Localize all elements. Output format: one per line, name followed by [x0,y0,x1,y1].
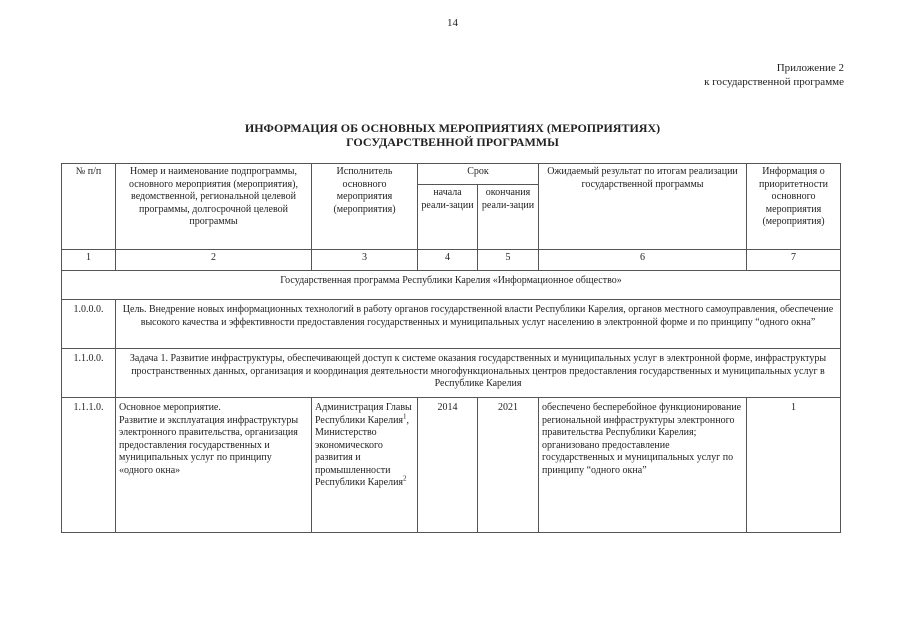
header-name: Номер и наименование подпрограммы, основного мероприятия (мероприятия), ведомственной, региональной целевой программы, долгосрочной целевой программы [116,164,312,250]
footnote-ref-1: 1 [403,412,407,421]
task-row [62,349,841,398]
column-number-row [62,250,841,271]
header-executor: Исполнитель основного мероприятия (мероприятия) [312,164,418,250]
col-num-7: 7 [747,250,841,271]
header-row [62,164,841,185]
col-num-6: 6 [539,250,747,271]
activities-table [61,163,841,533]
appendix-line-2: к государственной программе [704,76,844,88]
header-end: окончания реали-зации [478,185,539,250]
header-num: № п/п [62,164,116,250]
program-title: Государственная программа Республики Карелия «Информационное общество» [62,271,841,300]
col-num-5: 5 [478,250,539,271]
activity-result: обеспечено бесперебойное функционирование региональной инфраструктуры электронного правительства Республики Карелия; организовано предоставление государственных и муниципальных услуг по принципу “одного окна” [539,398,747,533]
col-num-3: 3 [312,250,418,271]
title-line-1: ИНФОРМАЦИЯ ОБ ОСНОВНЫХ МЕРОПРИЯТИЯХ (МЕРОПРИЯТИЯХ) [244,121,661,135]
header-term: Срок [418,164,539,185]
activity-row [62,398,841,533]
executor-part-2: , Министерство экономического развития и промышленности Республики Карелия [315,414,410,488]
col-num-4: 4 [418,250,478,271]
activity-end: 2021 [478,398,539,533]
title-line-2: ГОСУДАРСТВЕННОЙ ПРОГРАММЫ [346,135,559,149]
goal-row [62,300,841,349]
activity-priority: 1 [747,398,841,533]
activity-name [116,398,312,533]
appendix-line-1: Приложение 2 [776,62,844,74]
activity-code: 1.1.1.0. [62,398,116,533]
activity-name-heading: Основное мероприятие. [119,402,221,413]
header-result: Ожидаемый результат по итогам реализации государственной программы [539,164,747,250]
goal-code: 1.0.0.0. [62,300,116,349]
header-priority: Информация о приоритетности основного мероприятия (мероприятия) [747,164,841,250]
activity-name-text: Развитие и эксплуатация инфраструктуры электронного правительства, организация предоставления государственных и муниципальных услуг по принципу «одного окна» [119,414,299,476]
task-code: 1.1.0.0. [62,349,116,398]
executor-part-1: Администрация Главы Республики Карелия [315,402,412,426]
footnote-ref-2: 2 [403,474,407,483]
col-num-2: 2 [116,250,312,271]
program-row [62,271,841,300]
page-number: 14 [447,17,458,29]
appendix-label [704,61,844,89]
goal-text: Цель. Внедрение новых информационных технологий в работу органов государственной власти Республики Карелия, органов местного самоуправления, обеспечение высокого качества и эффективности предоставления государственных и муниципальных услуг населению в электронной форме и по принципу “одного окна” [116,300,841,349]
task-text: Задача 1. Развитие инфраструктуры, обеспечивающей доступ к системе оказания государственных и муниципальных услуг в электронной форме, инфраструктуры пространственных данных, организация и координация деятельности многофункциональных центров предоставления государственных и муниципальных услуг в Республике Карелия [116,349,841,398]
header-start: начала реали-зации [418,185,478,250]
col-num-1: 1 [62,250,116,271]
activity-executor [312,398,418,533]
document-title [0,121,905,149]
activity-start: 2014 [418,398,478,533]
